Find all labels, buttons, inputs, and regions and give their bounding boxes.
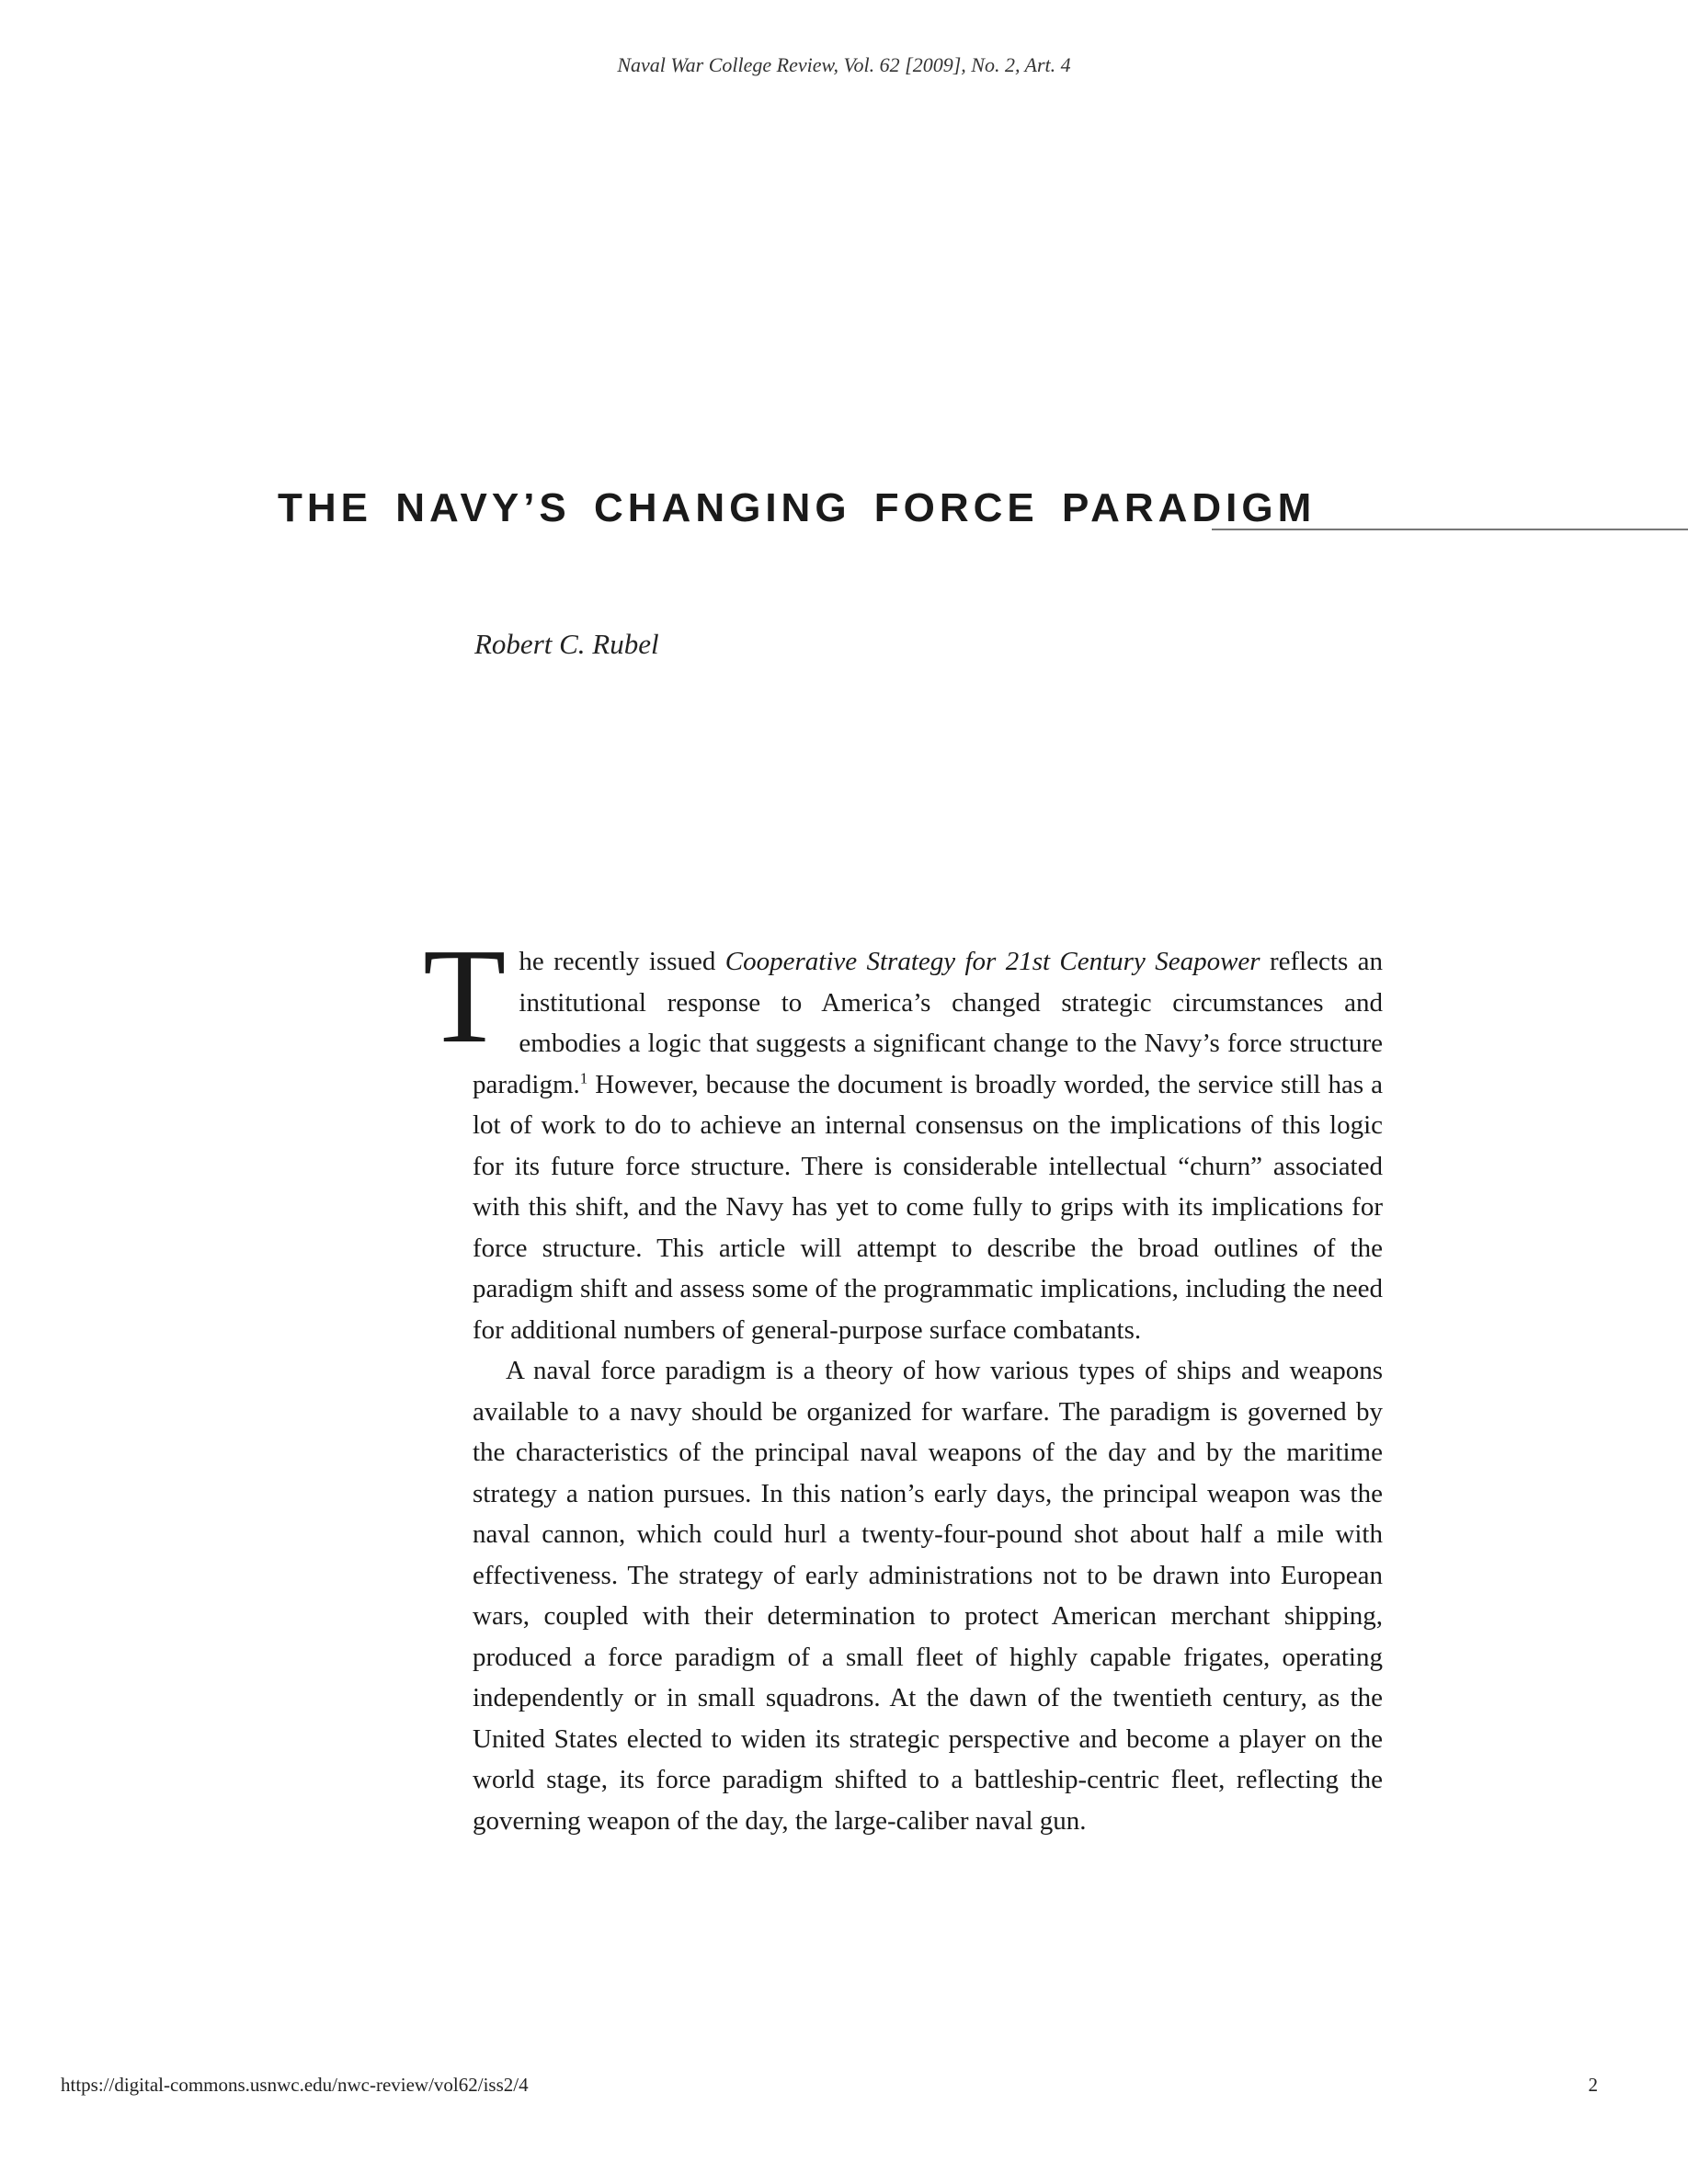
paragraph-1-text-c: However, because the document is broadly worded, the service still has a lot of work to do to achieve an internal consensus on the implications of this logic for its future force structure. There is considerable intellectual “churn” associated with this shift, and the Navy has yet to come fully to grips with its implications for force structure. This article will attempt to describe the broad outlines of the paradigm shift and assess some of the programmatic implications, including the need for additional numbers of general-purpose surface combatants. xyxy=(473,1069,1383,1345)
author-name: Robert C. Rubel xyxy=(474,628,659,660)
page-number: 2 xyxy=(1588,2074,1598,2096)
paragraph-2: A naval force paradigm is a theory of how various types of ships and weapons available to a navy should be organized for warfare. The paradigm is governed by the characteristics of the principal naval weapons of the day and by the maritime strategy a nation pursues. In this nation’s early days, the principal weapon was the naval cannon, which could hurl a twenty-four-pound shot about half a mile with effectiveness. The strategy of early administrations not to be drawn into European wars, coupled with their determination to protect American merchant shipping, produced a force paradigm of a small fleet of highly capable frigates, operating independently or in small squadrons. At the dawn of the twentieth century, as the United States elected to widen its strategic perspective and become a player on the world stage, its force paradigm shifted to a battleship-centric fleet, reflecting the governing weapon of the day, the large-caliber naval gun. xyxy=(473,1356,1383,1836)
paragraph-1 xyxy=(423,921,1384,1350)
drop-cap: T xyxy=(423,921,507,1072)
paragraph-1-text-b: reflects an institutional response to America’s changed strategic circumstances and embodies a logic that suggests a significant change to the Navy’s force structure paradigm. xyxy=(473,947,1384,1099)
document-title-italic: Cooperative Strategy for 21st Century Seapower xyxy=(724,947,1260,976)
article-body xyxy=(423,921,1384,1841)
article-title: THE NAVY’S CHANGING FORCE PARADIGM xyxy=(278,485,1317,530)
running-header: Naval War College Review, Vol. 62 [2009], No. 2, Art. 4 xyxy=(617,53,1071,76)
paragraph-1-text-a: he recently issued xyxy=(519,947,725,976)
footer-url[interactable]: https://digital-commons.usnwc.edu/nwc-review/vol62/iss2/4 xyxy=(61,2074,529,2096)
footnote-marker[interactable]: 1 xyxy=(579,1068,588,1086)
